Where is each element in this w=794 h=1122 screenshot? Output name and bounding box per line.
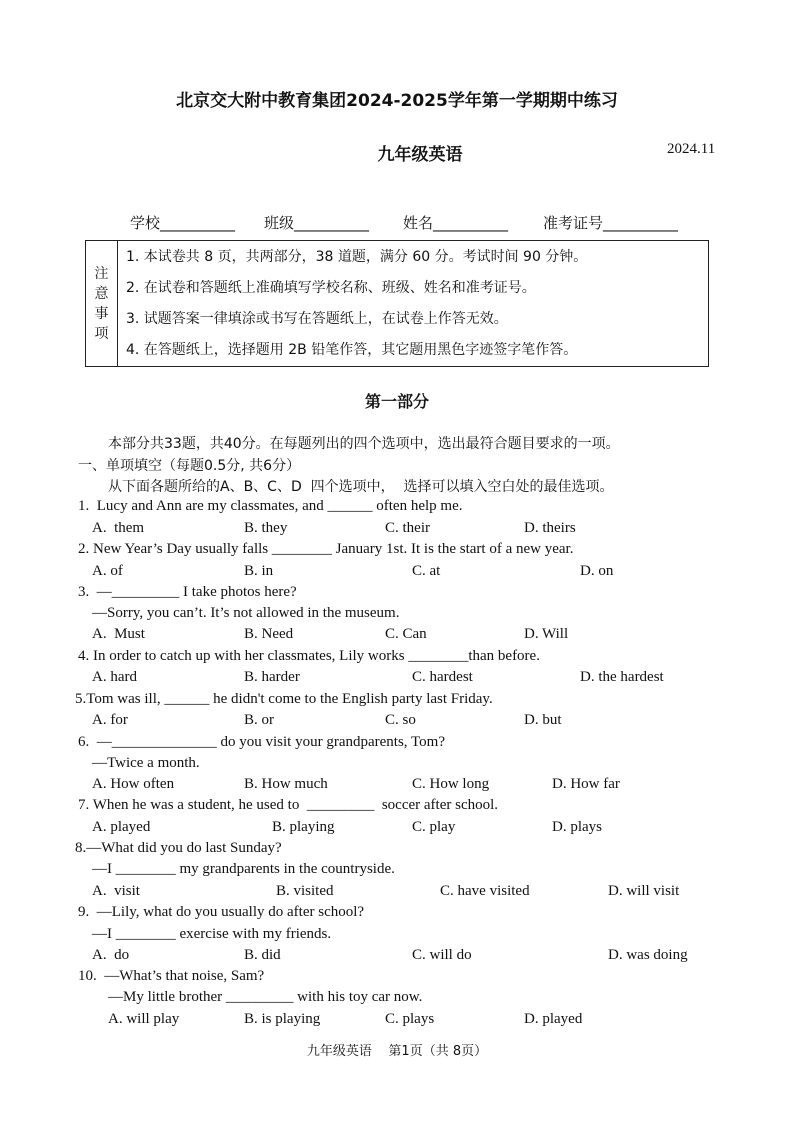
option-c[interactable]: C. plays <box>385 1011 435 1027</box>
question-stem: 9. —Lily, what do you usually do after school? <box>78 904 365 920</box>
option-b[interactable]: B. Need <box>244 626 294 642</box>
option-c[interactable]: C. hardest <box>412 669 473 685</box>
question-stem: 10. —What’s that noise, Sam? <box>78 968 265 984</box>
option-d[interactable]: D. but <box>524 712 562 728</box>
exam-subtitle: 九年级英语 <box>377 145 463 165</box>
question-stem: 3. —_________ I take photos here? <box>78 584 297 600</box>
option-c[interactable]: C. their <box>385 520 430 536</box>
part-intro: 本部分共33题，共40分。在每题列出的四个选项中，选出最符合题目要求的一项。 <box>108 436 620 452</box>
option-c[interactable]: C. at <box>412 563 441 579</box>
notice-item: 3. 试题答案一律填涂或书写在答题纸上，在试卷上作答无效。 <box>126 311 508 327</box>
notice-item: 2. 在试卷和答题纸上准确填写学校名称、班级、姓名和准考证号。 <box>126 280 536 296</box>
question-stem: 4. In order to catch up with her classmates, Lily works ________than before. <box>78 648 540 664</box>
option-b[interactable]: B. or <box>244 712 274 728</box>
notice-label-char: 注 <box>94 265 109 282</box>
name-field[interactable]: 姓名__________ <box>403 214 509 232</box>
option-a[interactable]: A. How often <box>92 776 175 792</box>
option-b[interactable]: B. in <box>244 563 274 579</box>
notice-label-char: 意 <box>94 285 109 302</box>
option-b[interactable]: B. they <box>244 520 288 536</box>
question-stem: 7. When he was a student, he used to _________ soccer after school. <box>78 797 499 813</box>
notice-box <box>85 240 709 367</box>
notice-label-char: 项 <box>94 325 109 342</box>
page-footer: 九年级英语 第1页（共 8页） <box>306 1044 488 1059</box>
option-c[interactable]: C. will do <box>412 947 472 963</box>
notice-label <box>86 241 118 366</box>
question-stem: 2. New Year’s Day usually falls ________ January 1st. It is the start of a new year. <box>78 541 574 557</box>
question-stem: 6. —______________ do you visit your grandparents, Tom? <box>78 734 445 750</box>
option-d[interactable]: D. will visit <box>608 883 680 899</box>
section-title: 一、单项填空（每题0.5分, 共6分） <box>78 458 301 474</box>
option-b[interactable]: B. visited <box>276 883 334 899</box>
option-b[interactable]: B. did <box>244 947 281 963</box>
option-c[interactable]: C. How long <box>412 776 490 792</box>
question-reply: —Twice a month. <box>92 755 200 771</box>
option-d[interactable]: D. Will <box>524 626 569 642</box>
option-d[interactable]: D. was doing <box>608 947 688 963</box>
option-a[interactable]: A. for <box>92 712 128 728</box>
question-reply: —My little brother _________ with his toy car now. <box>108 989 423 1005</box>
option-c[interactable]: C. have visited <box>440 883 530 899</box>
question-stem: 1. Lucy and Ann are my classmates, and ______ often help me. <box>78 498 463 514</box>
notice-label-char: 事 <box>94 305 109 322</box>
option-d[interactable]: D. played <box>524 1011 583 1027</box>
option-d[interactable]: D. on <box>580 563 614 579</box>
option-a[interactable]: A. visit <box>92 883 140 899</box>
question-stem: 5.Tom was ill, ______ he didn't come to the English party last Friday. <box>75 691 493 707</box>
notice-item: 1. 本试卷共 8 页，共两部分，38 道题，满分 60 分。考试时间 90 分钟。 <box>126 249 588 265</box>
exam-date: 2024.11 <box>667 141 716 157</box>
option-c[interactable]: C. so <box>385 712 416 728</box>
option-a[interactable]: A. of <box>92 563 123 579</box>
question-stem: 8.—What did you do last Sunday? <box>75 840 282 856</box>
notice-item: 4. 在答题纸上，选择题用 2B 铅笔作答，其它题用黑色字迹签字笔作答。 <box>126 342 578 358</box>
option-a[interactable]: A. will play <box>108 1011 180 1027</box>
section-instruction: 从下面各题所给的A、B、C、D 四个选项中， 选择可以填入空白处的最佳选项。 <box>108 479 614 495</box>
option-d[interactable]: D. theirs <box>524 520 576 536</box>
option-a[interactable]: A. hard <box>92 669 137 685</box>
option-b[interactable]: B. is playing <box>244 1011 321 1027</box>
option-b[interactable]: B. How much <box>244 776 328 792</box>
question-reply: —Sorry, you can’t. It’s not allowed in the museum. <box>92 605 400 621</box>
exam-number-field[interactable]: 准考证号__________ <box>543 214 679 232</box>
school-field[interactable]: 学校__________ <box>130 214 236 232</box>
question-reply: —I ________ exercise with my friends. <box>92 926 332 942</box>
option-a[interactable]: A. do <box>92 947 130 963</box>
option-b[interactable]: B. harder <box>244 669 300 685</box>
option-c[interactable]: C. play <box>412 819 456 835</box>
exam-title: 北京交大附中教育集团2024-2025学年第一学期期中练习 <box>176 91 618 111</box>
option-b[interactable]: B. playing <box>272 819 335 835</box>
part-title: 第一部分 <box>364 392 429 411</box>
option-d[interactable]: D. How far <box>552 776 620 792</box>
class-field[interactable]: 班级__________ <box>264 214 370 232</box>
option-c[interactable]: C. Can <box>385 626 427 642</box>
option-d[interactable]: D. plays <box>552 819 602 835</box>
option-d[interactable]: D. the hardest <box>580 669 664 685</box>
option-a[interactable]: A. them <box>92 520 145 536</box>
option-a[interactable]: A. Must <box>92 626 145 642</box>
option-a[interactable]: A. played <box>92 819 151 835</box>
question-reply: —I ________ my grandparents in the countryside. <box>92 861 395 877</box>
